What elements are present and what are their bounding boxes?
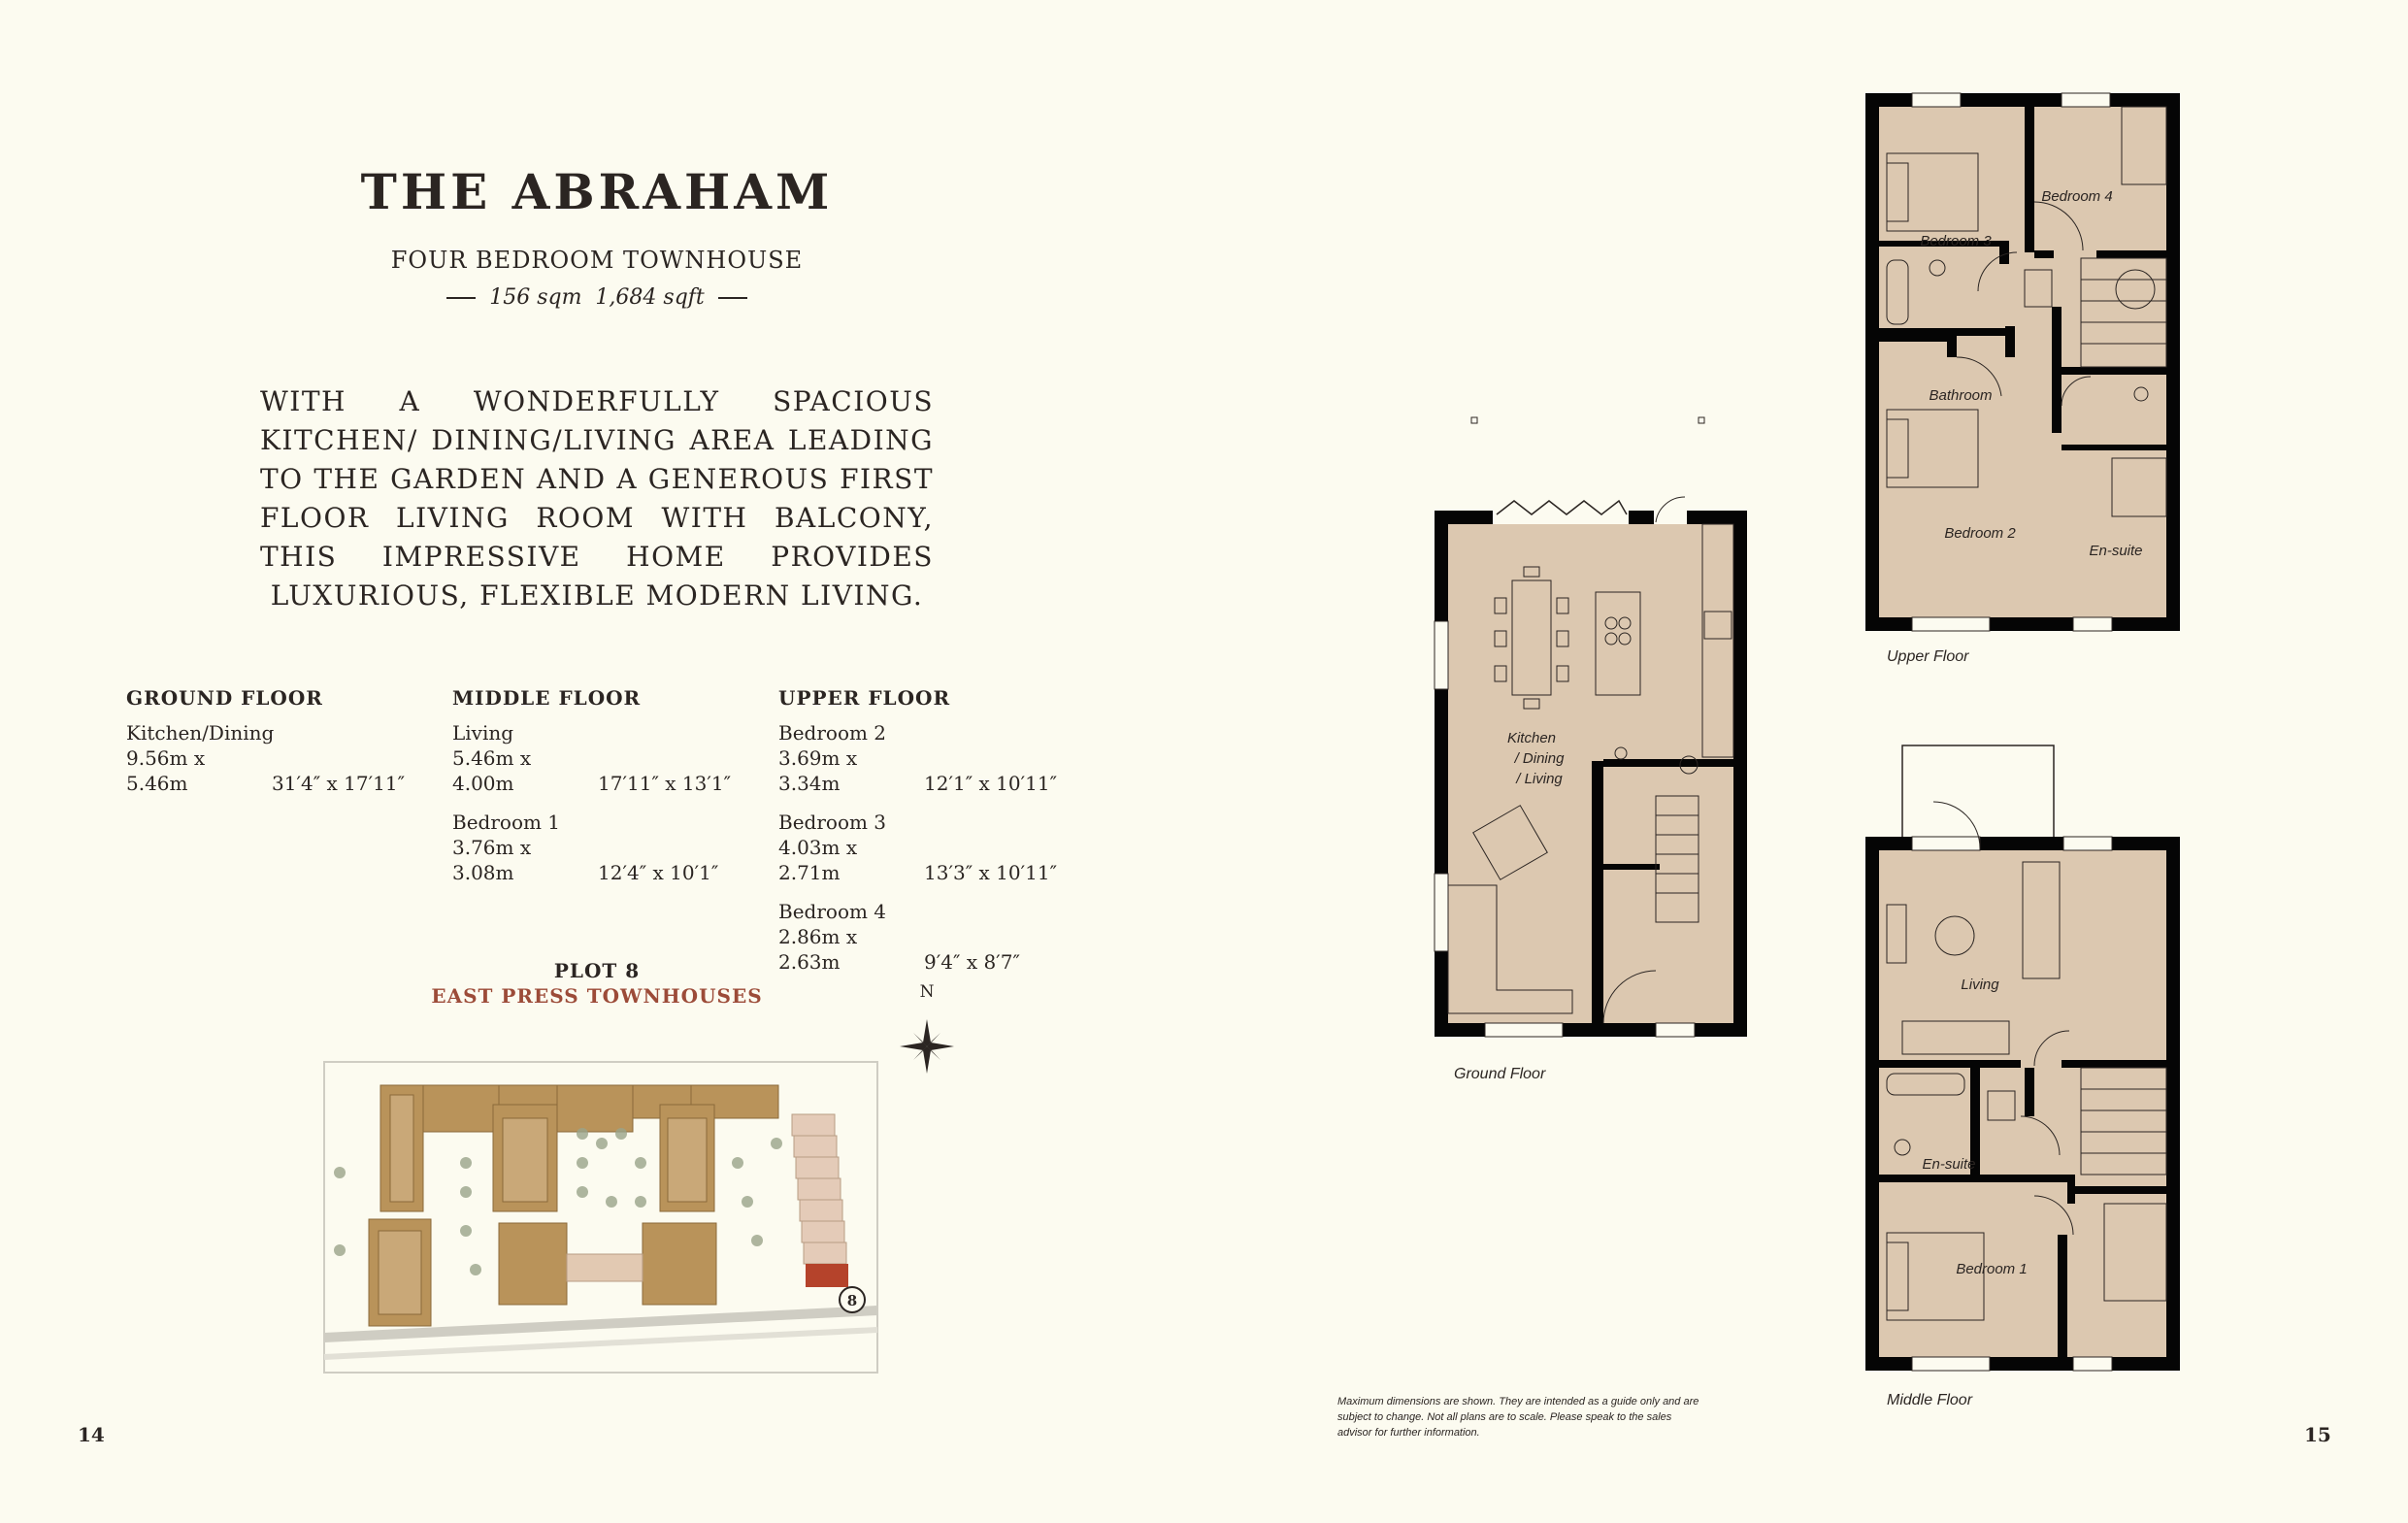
middle-floor-label: Middle Floor bbox=[1887, 1392, 1973, 1408]
room-name: Bedroom 4 bbox=[778, 900, 887, 923]
schedule-heading: MIDDLE FLOOR bbox=[452, 686, 642, 710]
room-imperial: 17′11″ x 13′1″ bbox=[598, 772, 732, 795]
room-entry bbox=[778, 720, 1089, 796]
room-entry bbox=[778, 899, 1089, 975]
compass-icon bbox=[893, 976, 961, 1082]
room-label-dining: / Dining bbox=[1514, 750, 1565, 767]
floor-area-text: 156 sqm 1,684 sqft bbox=[489, 285, 705, 310]
room-name: Kitchen/Dining bbox=[126, 721, 275, 745]
room-name: Bedroom 1 bbox=[452, 811, 561, 834]
room-name: Bedroom 2 bbox=[778, 721, 887, 745]
room-metric: 9.56m x 5.46m bbox=[126, 746, 206, 795]
room-imperial: 13′3″ x 10′11″ bbox=[924, 861, 1058, 884]
upper-floor-label: Upper Floor bbox=[1887, 648, 1969, 665]
room-metric: 3.76m x 3.08m bbox=[452, 836, 532, 884]
room-label-bedroom-3: Bedroom 3 bbox=[1920, 233, 1992, 249]
schedule-heading: GROUND FLOOR bbox=[126, 686, 323, 710]
plot-caption bbox=[417, 959, 776, 1008]
room-label-kitchen: Kitchen bbox=[1506, 730, 1557, 746]
plot-highlight bbox=[806, 1264, 848, 1287]
room-label-bedroom-4: Bedroom 4 bbox=[2041, 188, 2113, 205]
room-label-living: Living bbox=[1961, 977, 1999, 993]
development-name: EAST PRESS TOWNHOUSES bbox=[431, 984, 763, 1008]
room-entry bbox=[452, 720, 763, 796]
house-type: FOUR BEDROOM TOWNHOUSE bbox=[390, 247, 804, 274]
disclaimer: Maximum dimensions are shown. They are intended as a guide only and are subject to change. Not all plans are to scale. Please speak to the sales advisor for further information. bbox=[1337, 1396, 1699, 1439]
room-label-bedroom-1: Bedroom 1 bbox=[1956, 1261, 2028, 1277]
room-entry bbox=[126, 720, 417, 796]
schedule-heading: UPPER FLOOR bbox=[778, 686, 951, 710]
page-number-right: 15 bbox=[2304, 1423, 2331, 1446]
room-label-ensuite: En-suite bbox=[2089, 543, 2143, 559]
room-imperial: 31′4″ x 17′11″ bbox=[272, 772, 406, 795]
room-label-bedroom-2: Bedroom 2 bbox=[1944, 525, 2016, 542]
room-imperial: 12′1″ x 10′11″ bbox=[924, 772, 1058, 795]
site-plan bbox=[320, 1056, 883, 1381]
room-metric: 4.03m x 2.71m bbox=[778, 836, 858, 884]
room-name: Bedroom 3 bbox=[778, 811, 887, 834]
room-label-bathroom: Bathroom bbox=[1929, 387, 1993, 404]
schedule-middle bbox=[452, 685, 763, 899]
schedule-ground bbox=[126, 685, 417, 810]
room-name: Living bbox=[452, 721, 514, 745]
intro-text: WITH A WONDERFULLY SPACIOUS KITCHEN/ DINING/LIVING AREA LEADING TO THE GARDEN AND A GENEROUS FIRST FLOOR LIVING ROOM WITH BALCONY, THIS IMPRESSIVE HOME PROVIDES LUXURIOUS, FLEXIBLE MODERN LIVING. bbox=[260, 385, 934, 612]
room-imperial: 12′4″ x 10′1″ bbox=[598, 861, 719, 884]
page-title: THE ABRAHAM bbox=[360, 163, 834, 220]
room-entry bbox=[778, 810, 1089, 885]
upper-floor-plan bbox=[1844, 85, 2194, 639]
middle-floor-plan bbox=[1844, 740, 2194, 1380]
plot-number: PLOT 8 bbox=[553, 959, 641, 982]
floor-area bbox=[291, 285, 903, 310]
room-metric: 5.46m x 4.00m bbox=[452, 746, 532, 795]
room-label-living: / Living bbox=[1516, 771, 1563, 787]
room-entry bbox=[452, 810, 763, 885]
schedule-upper bbox=[778, 685, 1089, 988]
room-metric: 3.69m x 3.34m bbox=[778, 746, 858, 795]
ground-floor-label: Ground Floor bbox=[1454, 1066, 1546, 1082]
plot-marker-label: 8 bbox=[846, 1292, 858, 1309]
page-number-left: 14 bbox=[78, 1423, 105, 1446]
north-label: N bbox=[919, 982, 935, 1002]
room-metric: 2.86m x 2.63m bbox=[778, 925, 858, 974]
room-imperial: 9′4″ x 8′7″ bbox=[924, 950, 1020, 974]
room-label-ensuite: En-suite bbox=[1922, 1156, 1976, 1173]
ground-floor-plan bbox=[1427, 408, 1757, 1048]
